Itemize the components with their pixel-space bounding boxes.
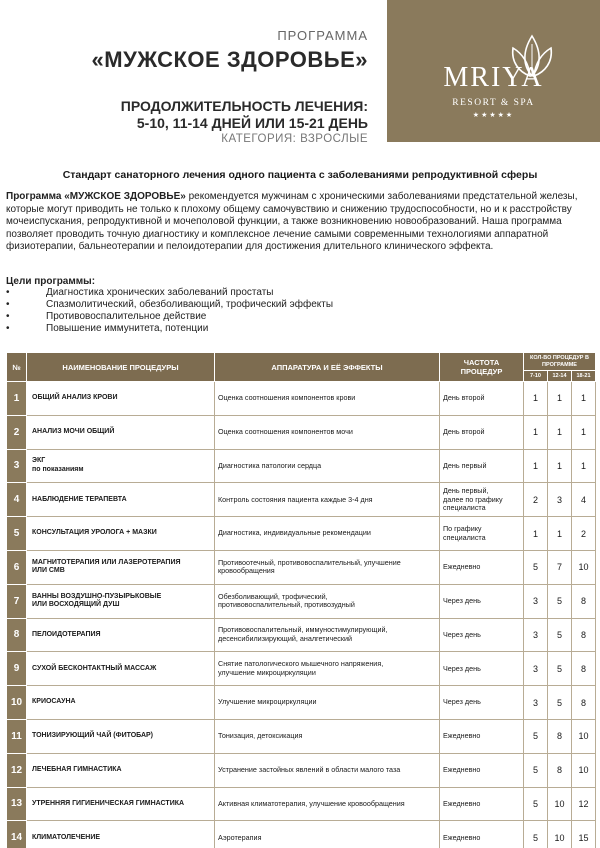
procedure-frequency: День первый, далее по графику специалиста xyxy=(440,483,524,517)
row-number: 8 xyxy=(7,618,27,652)
count-7-10: 1 xyxy=(524,449,548,483)
table-row xyxy=(7,382,596,416)
row-number: 12 xyxy=(7,753,27,787)
duration-title: ПРОДОЛЖИТЕЛЬНОСТЬ ЛЕЧЕНИЯ: xyxy=(120,98,368,114)
procedures-table xyxy=(6,352,596,848)
count-18-21: 12 xyxy=(572,787,596,821)
procedure-effects: Контроль состояния пациента каждые 3-4 дня xyxy=(215,483,440,517)
goal-item: • Спазмолитический, обезболивающий, трофический эффекты xyxy=(6,299,566,311)
count-18-21: 2 xyxy=(572,517,596,551)
program-title-block xyxy=(92,28,368,73)
goal-item: • Повышение иммунитета, потенции xyxy=(6,323,566,335)
row-number: 14 xyxy=(7,821,27,848)
col-header-count-group: КОЛ-ВО ПРОЦЕДУР В ПРОГРАММЕ xyxy=(524,353,596,371)
count-12-14: 1 xyxy=(548,517,572,551)
count-12-14: 1 xyxy=(548,382,572,416)
procedure-name: ТОНИЗИРУЮЩИЙ ЧАЙ (ФИТОБАР) xyxy=(27,719,215,753)
procedure-name: НАБЛЮДЕНИЕ ТЕРАПЕВТА xyxy=(27,483,215,517)
count-12-14: 5 xyxy=(548,686,572,720)
procedure-effects: Тонизация, детоксикация xyxy=(215,719,440,753)
table-row xyxy=(7,686,596,720)
count-18-21: 1 xyxy=(572,415,596,449)
procedure-name: АНАЛИЗ МОЧИ ОБЩИЙ xyxy=(27,415,215,449)
count-18-21: 10 xyxy=(572,719,596,753)
col-header-frequency: ЧАСТОТА ПРОЦЕДУР xyxy=(440,353,524,382)
count-12-14: 10 xyxy=(548,821,572,848)
description-text: рекомендуется мужчинам с хроническими заболеваниями предстательной железы, которые могут приводить не только к плохому общему самочувствию и снижению трудоспособности, но и к расстройству мочеиспускания, репродуктивной и мочеполовой функции, а также возникновению новообразований. Наша программа позволяет проводить точную диагностику и комплексное лечение самыми современными технологиями аппаратной физиотерапии, бальнеотерапии и пелоидотерапии для достижения длительного клинического эффекта. xyxy=(6,191,578,252)
procedure-effects: Оценка соотношения компонентов крови xyxy=(215,382,440,416)
duration-block xyxy=(121,98,368,146)
procedure-name: ВАННЫ ВОЗДУШНО-ПУЗЫРЬКОВЫЕ ИЛИ ВОСХОДЯЩИЙ ДУШ xyxy=(27,584,215,618)
table-row xyxy=(7,449,596,483)
procedure-frequency: По графику специалиста xyxy=(440,517,524,551)
table-row xyxy=(7,753,596,787)
table-row xyxy=(7,415,596,449)
goals-title: Цели программы: xyxy=(6,276,96,287)
duration-values: 5-10, 11-14 ДНЕЙ ИЛИ 15-21 ДЕНЬ xyxy=(136,115,368,131)
col-header-days-1: 7-10 xyxy=(524,371,548,382)
count-18-21: 1 xyxy=(572,449,596,483)
procedure-effects: Диагностика патологии сердца xyxy=(215,449,440,483)
count-18-21: 10 xyxy=(572,550,596,584)
procedure-frequency: Ежедневно xyxy=(440,787,524,821)
count-18-21: 8 xyxy=(572,618,596,652)
procedure-effects: Аэротерапия xyxy=(215,821,440,848)
count-12-14: 3 xyxy=(548,483,572,517)
row-number: 4 xyxy=(7,483,27,517)
table-row xyxy=(7,483,596,517)
procedure-effects: Устранение застойных явлений в области малого таза xyxy=(215,753,440,787)
row-number: 2 xyxy=(7,415,27,449)
procedure-name: КРИОСАУНА xyxy=(27,686,215,720)
goal-item: • Противовоспалительное действие xyxy=(6,311,566,323)
count-7-10: 3 xyxy=(524,618,548,652)
procedure-name: КЛИМАТОЛЕЧЕНИЕ xyxy=(27,821,215,848)
count-12-14: 5 xyxy=(548,652,572,686)
count-18-21: 10 xyxy=(572,753,596,787)
row-number: 1 xyxy=(7,382,27,416)
count-12-14: 5 xyxy=(548,584,572,618)
procedure-effects: Оценка соотношения компонентов мочи xyxy=(215,415,440,449)
count-18-21: 1 xyxy=(572,382,596,416)
count-18-21: 8 xyxy=(572,686,596,720)
brand-logo xyxy=(387,0,600,142)
procedure-frequency: День второй xyxy=(440,415,524,449)
procedure-name: ЭКГ по показаниям xyxy=(27,449,215,483)
procedure-frequency: Ежедневно xyxy=(440,719,524,753)
count-7-10: 5 xyxy=(524,550,548,584)
procedure-name: УТРЕННЯЯ ГИГИЕНИЧЕСКАЯ ГИМНАСТИКА xyxy=(27,787,215,821)
count-7-10: 1 xyxy=(524,415,548,449)
table-row xyxy=(7,719,596,753)
row-number: 9 xyxy=(7,652,27,686)
procedure-frequency: День второй xyxy=(440,382,524,416)
count-7-10: 3 xyxy=(524,652,548,686)
col-header-name: НАИМЕНОВАНИЕ ПРОЦЕДУРЫ xyxy=(27,353,215,382)
procedure-name: ЛЕЧЕБНАЯ ГИМНАСТИКА xyxy=(27,753,215,787)
count-12-14: 8 xyxy=(548,719,572,753)
row-number: 6 xyxy=(7,550,27,584)
brand-stars: ★★★★★ xyxy=(472,112,515,119)
procedure-name: СУХОЙ БЕСКОНТАКТНЫЙ МАССАЖ xyxy=(27,652,215,686)
count-7-10: 3 xyxy=(524,584,548,618)
count-12-14: 8 xyxy=(548,753,572,787)
row-number: 11 xyxy=(7,719,27,753)
count-18-21: 4 xyxy=(572,483,596,517)
procedure-name: ОБЩИЙ АНАЛИЗ КРОВИ xyxy=(27,382,215,416)
procedure-frequency: Через день xyxy=(440,618,524,652)
count-7-10: 5 xyxy=(524,753,548,787)
goals-list xyxy=(6,287,566,335)
row-number: 3 xyxy=(7,449,27,483)
count-7-10: 2 xyxy=(524,483,548,517)
description-lead: Программа «МУЖСКОЕ ЗДОРОВЬЕ» xyxy=(6,191,186,202)
table-row xyxy=(7,517,596,551)
table-row xyxy=(7,618,596,652)
procedure-effects: Диагностика, индивидуальные рекомендации xyxy=(215,517,440,551)
procedure-frequency: Через день xyxy=(440,584,524,618)
procedure-effects: Снятие патологического мышечного напряжения, улучшение микроциркуляции xyxy=(215,652,440,686)
count-12-14: 1 xyxy=(548,449,572,483)
count-12-14: 1 xyxy=(548,415,572,449)
program-name: «МУЖСКОЕ ЗДОРОВЬЕ» xyxy=(91,47,368,72)
procedure-effects: Улучшение микроциркуляции xyxy=(215,686,440,720)
procedure-frequency: Ежедневно xyxy=(440,821,524,848)
procedure-effects: Противоотечный, противовоспалительный, улучшение кровообращения xyxy=(215,550,440,584)
count-7-10: 1 xyxy=(524,382,548,416)
procedures-table-body xyxy=(7,382,596,848)
count-12-14: 10 xyxy=(548,787,572,821)
procedure-frequency: Ежедневно xyxy=(440,550,524,584)
count-12-14: 7 xyxy=(548,550,572,584)
brand-name: MRIYA xyxy=(443,62,544,93)
brand-subtitle: RESORT & SPA xyxy=(452,98,535,108)
table-row xyxy=(7,821,596,848)
table-row xyxy=(7,584,596,618)
table-row xyxy=(7,787,596,821)
procedure-frequency: День первый xyxy=(440,449,524,483)
program-description xyxy=(6,191,594,254)
procedure-effects: Обезболивающий, трофический, противовоспалительный, противозудный xyxy=(215,584,440,618)
count-18-21: 8 xyxy=(572,584,596,618)
table-row xyxy=(7,652,596,686)
count-7-10: 3 xyxy=(524,686,548,720)
row-number: 13 xyxy=(7,787,27,821)
procedure-frequency: Через день xyxy=(440,652,524,686)
row-number: 10 xyxy=(7,686,27,720)
count-7-10: 1 xyxy=(524,517,548,551)
count-7-10: 5 xyxy=(524,821,548,848)
count-7-10: 5 xyxy=(524,719,548,753)
row-number: 7 xyxy=(7,584,27,618)
procedure-frequency: Через день xyxy=(440,686,524,720)
row-number: 5 xyxy=(7,517,27,551)
count-18-21: 8 xyxy=(572,652,596,686)
procedure-effects: Активная климатотерапия, улучшение кровообращения xyxy=(215,787,440,821)
col-header-effects: АППАРАТУРА И ЕЁ ЭФФЕКТЫ xyxy=(215,353,440,382)
goal-item: • Диагностика хронических заболеваний простаты xyxy=(6,287,566,299)
count-18-21: 15 xyxy=(572,821,596,848)
page-header xyxy=(0,0,600,145)
standard-subtitle: Стандарт санаторного лечения одного пациента с заболеваниями репродуктивной сферы xyxy=(62,169,538,181)
procedure-name: ПЕЛОИДОТЕРАПИЯ xyxy=(27,618,215,652)
procedure-effects: Противовоспалительный, иммуностимулирующий, десенсибилизирующий, аналгетический xyxy=(215,618,440,652)
procedure-name: КОНСУЛЬТАЦИЯ УРОЛОГА + МАЗКИ xyxy=(27,517,215,551)
count-7-10: 5 xyxy=(524,787,548,821)
program-label: ПРОГРАММА xyxy=(277,28,368,43)
col-header-days-3: 18-21 xyxy=(572,371,596,382)
procedure-frequency: Ежедневно xyxy=(440,753,524,787)
col-header-days-2: 12-14 xyxy=(548,371,572,382)
category-label: КАТЕГОРИЯ: ВЗРОСЛЫЕ xyxy=(221,133,368,145)
table-row xyxy=(7,550,596,584)
procedure-name: МАГНИТОТЕРАПИЯ ИЛИ ЛАЗЕРОТЕРАПИЯ ИЛИ СМВ xyxy=(27,550,215,584)
col-header-num: № xyxy=(7,353,27,382)
count-12-14: 5 xyxy=(548,618,572,652)
